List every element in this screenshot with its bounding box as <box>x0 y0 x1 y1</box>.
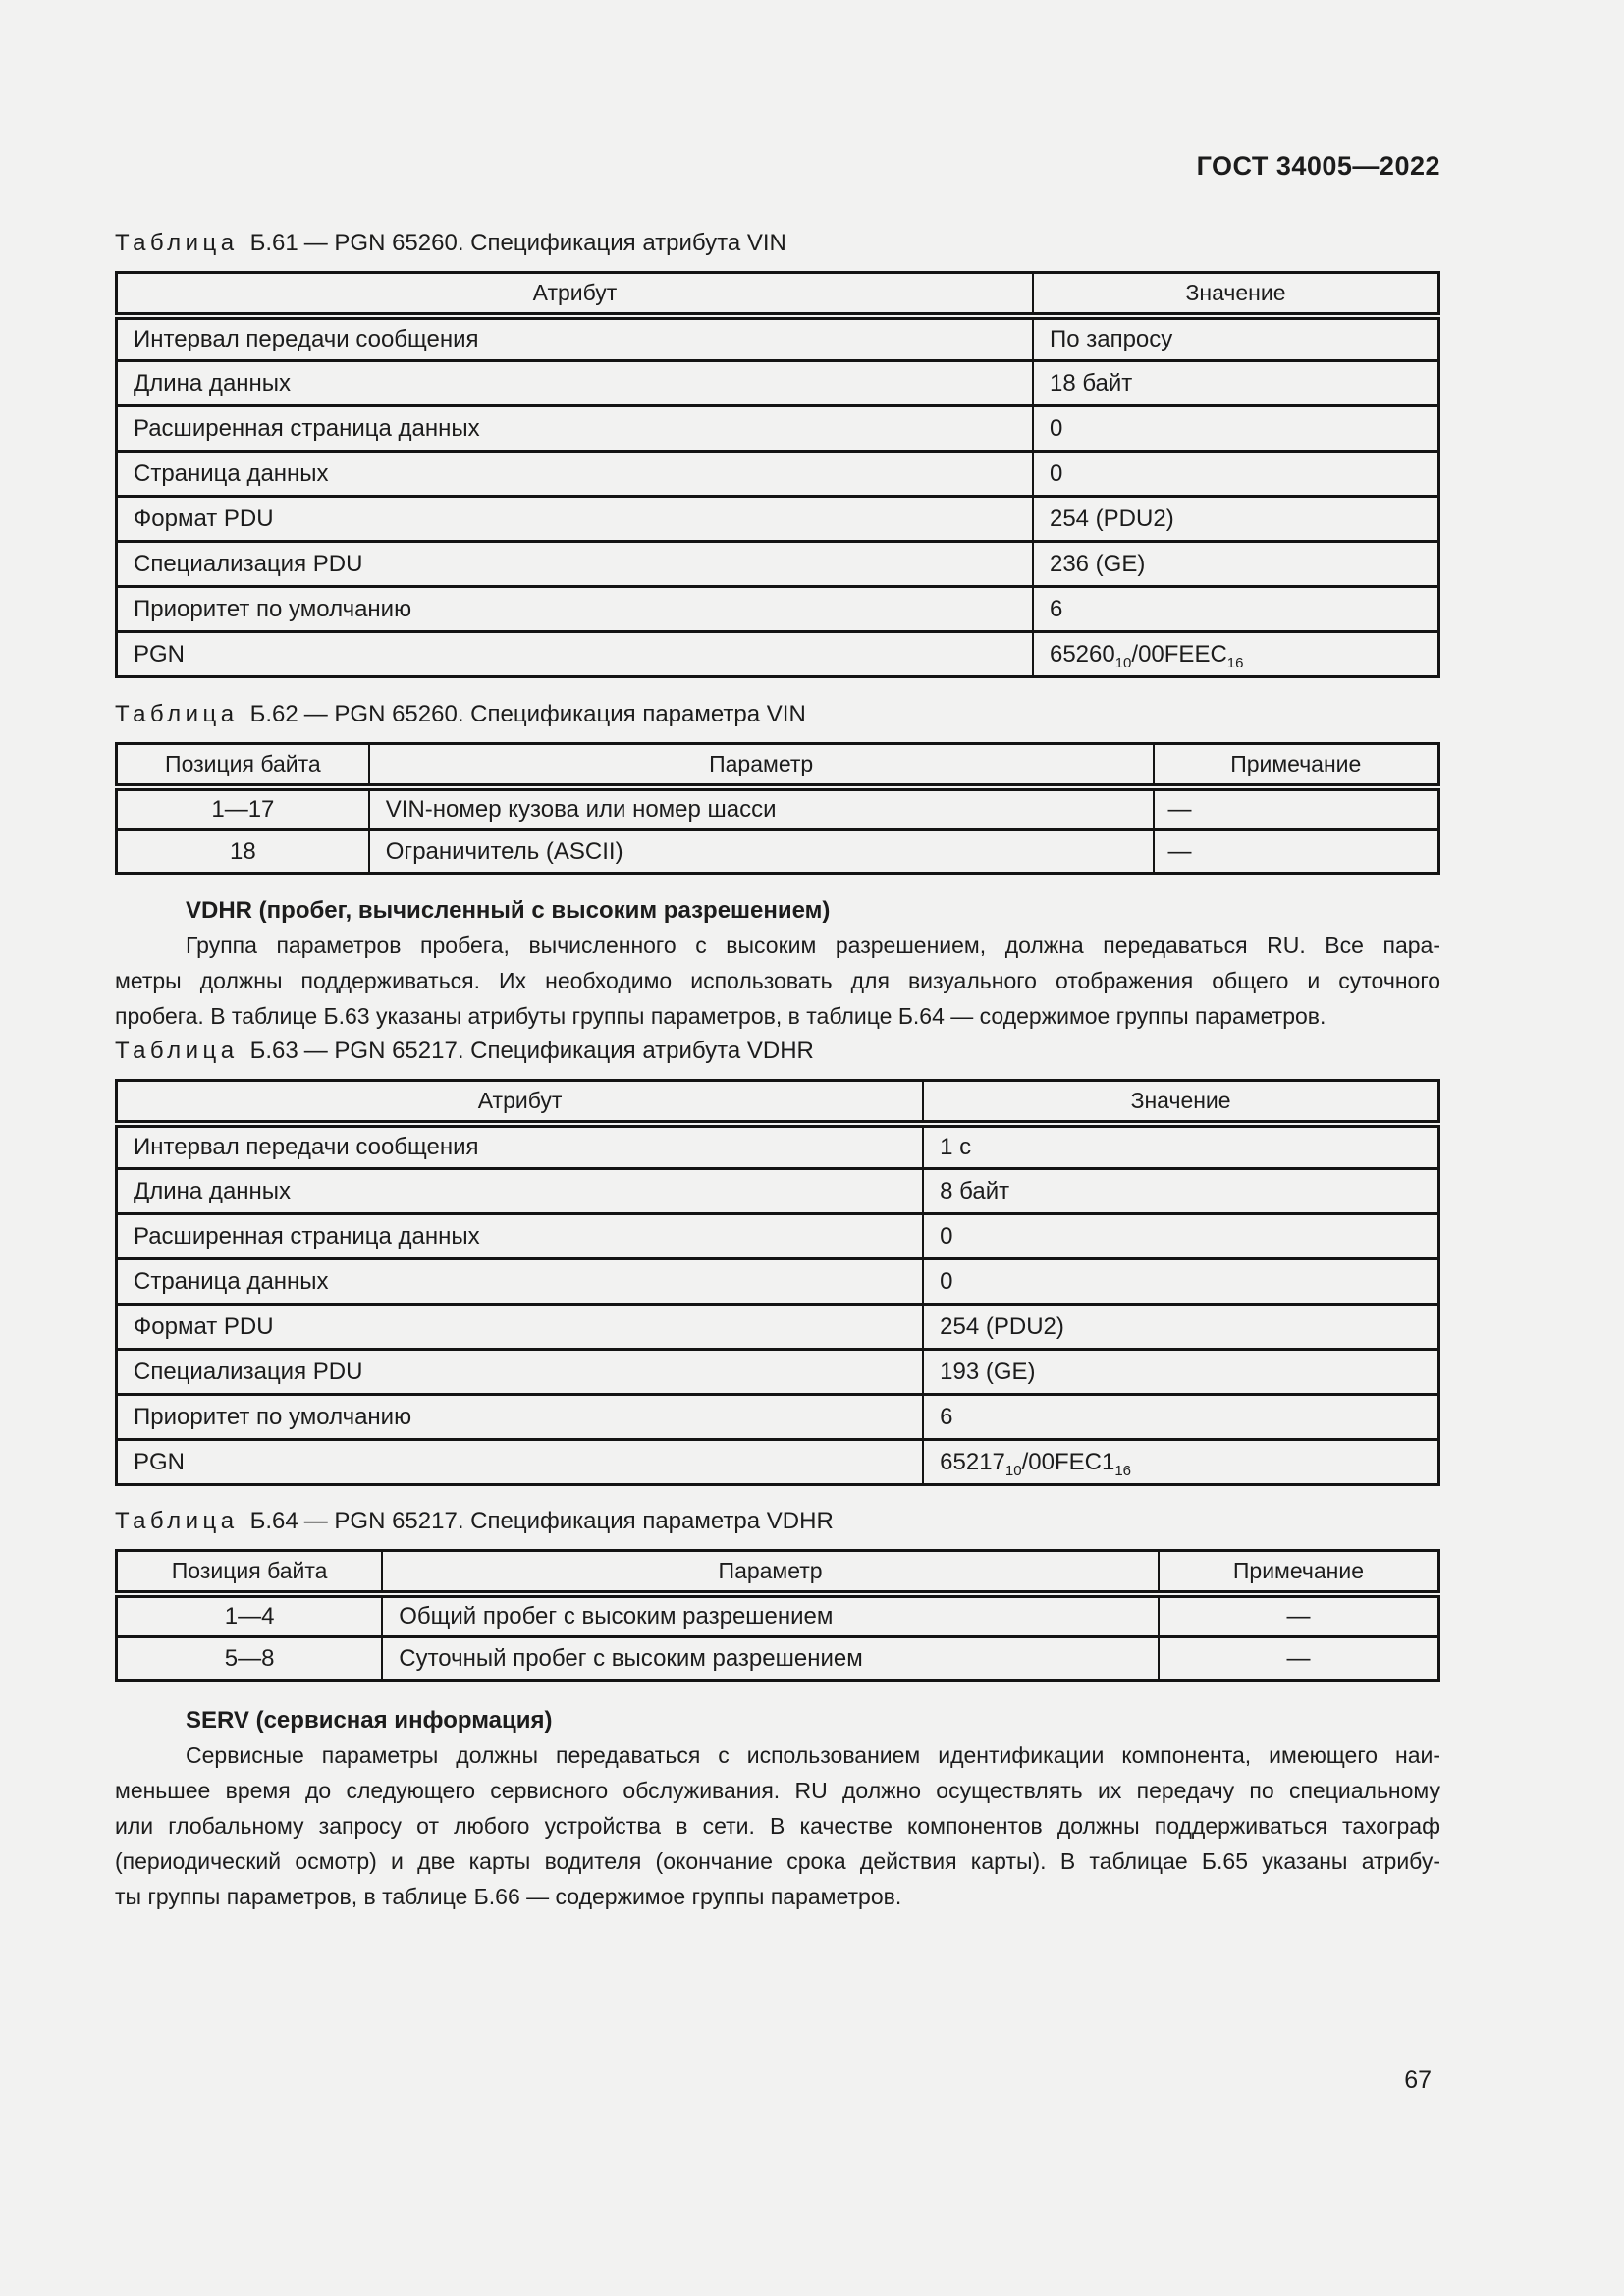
table-row <box>117 1259 1439 1305</box>
table-header-row <box>117 744 1439 787</box>
cell-attribute: Расширенная страница данных <box>117 406 1033 452</box>
table-header-row <box>117 1081 1439 1124</box>
table-row <box>117 316 1439 361</box>
table-row <box>117 587 1439 632</box>
table-b62 <box>115 742 1440 875</box>
cell-attribute: Страница данных <box>117 1259 924 1305</box>
table-row <box>117 452 1439 497</box>
pgn-hex-base-subscript: 16 <box>1114 1462 1131 1479</box>
cell-value: 0 <box>923 1259 1438 1305</box>
caption-number: Б.63 <box>249 1038 298 1064</box>
caption-title: — PGN 65217. Спецификация параметра VDHR <box>303 1508 834 1534</box>
cell-attribute: Специализация PDU <box>117 542 1033 587</box>
cell-value: 8 байт <box>923 1169 1438 1214</box>
table-row <box>117 542 1439 587</box>
cell-attribute: Длина данных <box>117 1169 924 1214</box>
cell-byte-position: 1—17 <box>117 787 369 830</box>
table-b63 <box>115 1079 1440 1486</box>
table-row <box>117 632 1439 677</box>
pgn-dec-base-subscript: 10 <box>1114 654 1132 671</box>
cell-attribute: Приоритет по умолчанию <box>117 587 1033 632</box>
table-row <box>117 1637 1439 1681</box>
cell-pgn-value <box>1033 632 1439 677</box>
cell-byte-position: 1—4 <box>117 1594 383 1637</box>
cell-value: По запросу <box>1033 316 1439 361</box>
paragraph-line: ты группы параметров, в таблице Б.66 — содержимое группы параметров. <box>115 1884 902 1909</box>
paragraph-line: Сервисные параметры должны передаваться с использованием идентификации компонента, имеющего наи- <box>186 1742 1440 1768</box>
caption-number: Б.61 <box>249 230 298 256</box>
table-header-row <box>117 1551 1439 1594</box>
cell-value: 0 <box>1033 406 1439 452</box>
column-header-parameter: Параметр <box>369 744 1154 787</box>
cell-parameter: VIN-номер кузова или номер шасси <box>369 787 1154 830</box>
table-row <box>117 1594 1439 1637</box>
page-content <box>115 0 1440 1914</box>
cell-attribute: Специализация PDU <box>117 1350 924 1395</box>
cell-value: 0 <box>1033 452 1439 497</box>
caption-title: — PGN 65260. Спецификация параметра VIN <box>303 701 806 727</box>
cell-attribute: Приоритет по умолчанию <box>117 1395 924 1440</box>
cell-value: 0 <box>923 1214 1438 1259</box>
page-number: 67 <box>1404 2066 1432 2094</box>
cell-attribute: Интервал передачи сообщения <box>117 316 1033 361</box>
cell-byte-position: 18 <box>117 830 369 874</box>
cell-attribute: Формат PDU <box>117 1305 924 1350</box>
vdhr-paragraph <box>115 928 1440 1034</box>
cell-value: 18 байт <box>1033 361 1439 406</box>
column-header-value: Значение <box>923 1081 1438 1124</box>
table-b61-caption <box>115 228 1440 259</box>
table-row <box>117 1305 1439 1350</box>
paragraph-line: или глобальному запросу от любого устройства в сети. В качестве компонентов должны поддерживаться тахограф <box>115 1813 1440 1839</box>
cell-attribute: PGN <box>117 1440 924 1485</box>
column-header-value: Значение <box>1033 273 1439 316</box>
caption-number: Б.64 <box>249 1508 298 1534</box>
cell-note: — <box>1159 1594 1439 1637</box>
caption-title: — PGN 65260. Спецификация атрибута VIN <box>303 230 786 256</box>
caption-title: — PGN 65217. Спецификация атрибута VDHR <box>303 1038 814 1064</box>
cell-value: 1 с <box>923 1124 1438 1169</box>
table-b62-caption <box>115 699 1440 730</box>
column-header-byte-position: Позиция байта <box>117 744 369 787</box>
cell-parameter: Общий пробег с высоким разрешением <box>382 1594 1159 1637</box>
cell-attribute: Расширенная страница данных <box>117 1214 924 1259</box>
table-row <box>117 1350 1439 1395</box>
table-b64 <box>115 1549 1440 1682</box>
serv-heading: SERV (сервисная информация) <box>186 1707 553 1734</box>
table-row <box>117 1214 1439 1259</box>
column-header-note: Примечание <box>1159 1551 1439 1594</box>
table-row <box>117 1169 1439 1214</box>
cell-value: 254 (PDU2) <box>1033 497 1439 542</box>
column-header-attribute: Атрибут <box>117 273 1033 316</box>
table-row <box>117 830 1439 874</box>
cell-attribute: Интервал передачи сообщения <box>117 1124 924 1169</box>
cell-value: 254 (PDU2) <box>923 1305 1438 1350</box>
pgn-dec-base-subscript: 10 <box>1004 1462 1022 1479</box>
cell-parameter: Ограничитель (ASCII) <box>369 830 1154 874</box>
column-header-byte-position: Позиция байта <box>117 1551 383 1594</box>
column-header-attribute: Атрибут <box>117 1081 924 1124</box>
cell-parameter: Суточный пробег с высоким разрешением <box>382 1637 1159 1681</box>
serv-paragraph <box>115 1737 1440 1914</box>
column-header-parameter: Параметр <box>382 1551 1159 1594</box>
table-row <box>117 497 1439 542</box>
cell-byte-position: 5—8 <box>117 1637 383 1681</box>
caption-number: Б.62 <box>249 701 298 727</box>
paragraph-line: метры должны поддерживаться. Их необходимо использовать для визуального отображения общего и суточного <box>115 968 1440 993</box>
table-b64-caption <box>115 1506 1440 1537</box>
column-header-note: Примечание <box>1154 744 1439 787</box>
cell-attribute: Страница данных <box>117 452 1033 497</box>
pgn-dec-value: 65217 <box>940 1448 1005 1475</box>
vdhr-heading: VDHR (пробег, вычисленный с высоким разрешением) <box>186 897 831 924</box>
table-row <box>117 1395 1439 1440</box>
cell-attribute: Формат PDU <box>117 497 1033 542</box>
cell-note: — <box>1154 830 1439 874</box>
caption-label: Таблица <box>115 1508 239 1534</box>
table-row <box>117 1440 1439 1485</box>
pgn-hex-base-subscript: 16 <box>1226 654 1244 671</box>
cell-value: 236 (GE) <box>1033 542 1439 587</box>
cell-pgn-value <box>923 1440 1438 1485</box>
table-b63-caption <box>115 1036 1440 1067</box>
caption-label: Таблица <box>115 701 239 727</box>
paragraph-line: Группа параметров пробега, вычисленного с высоким разрешением, должна передаваться RU. Все пара- <box>186 933 1440 958</box>
pgn-hex-value: /00FEC1 <box>1021 1448 1115 1475</box>
cell-value: 193 (GE) <box>923 1350 1438 1395</box>
caption-label: Таблица <box>115 1038 239 1064</box>
paragraph-line: пробега. В таблице Б.63 указаны атрибуты группы параметров, в таблице Б.64 — содержимое группы параметров. <box>115 1003 1326 1029</box>
cell-attribute: Длина данных <box>117 361 1033 406</box>
table-row <box>117 361 1439 406</box>
cell-note: — <box>1159 1637 1439 1681</box>
table-row <box>117 787 1439 830</box>
pgn-dec-value: 65260 <box>1049 640 1115 667</box>
table-row <box>117 406 1439 452</box>
cell-attribute: PGN <box>117 632 1033 677</box>
cell-value: 6 <box>1033 587 1439 632</box>
table-header-row <box>117 273 1439 316</box>
table-b61 <box>115 271 1440 678</box>
table-row <box>117 1124 1439 1169</box>
cell-note: — <box>1154 787 1439 830</box>
caption-label: Таблица <box>115 230 239 256</box>
cell-value: 6 <box>923 1395 1438 1440</box>
paragraph-line: (периодический осмотр) и две карты водителя (окончание срока действия карты). В таблицае Б.65 указаны атрибу- <box>115 1848 1440 1874</box>
paragraph-line: меньшее время до следующего сервисного обслуживания. RU должно осуществлять их передачу по специальному <box>115 1778 1440 1803</box>
doc-header-title: ГОСТ 34005—2022 <box>1196 151 1440 181</box>
pgn-hex-value: /00FEEC <box>1131 640 1227 667</box>
